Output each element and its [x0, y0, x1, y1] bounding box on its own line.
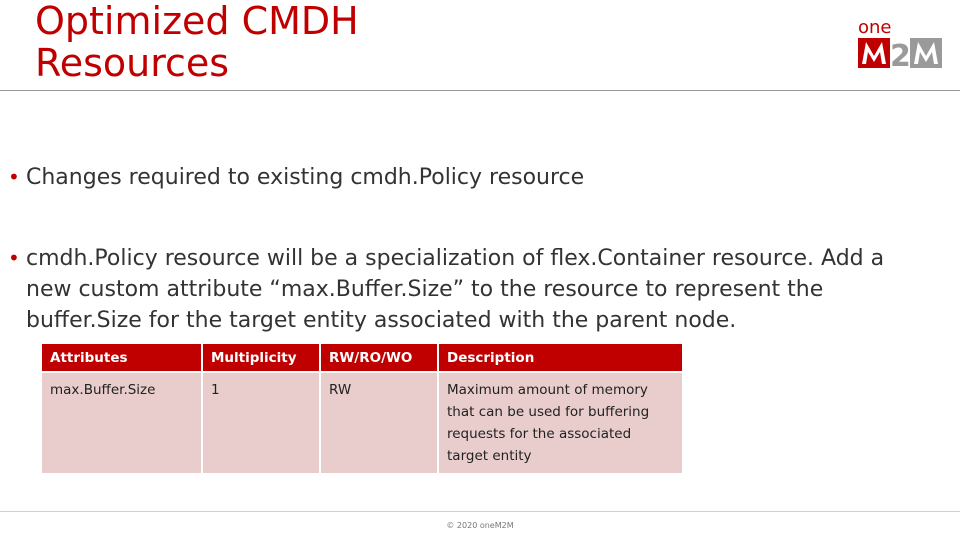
bullet-item: [8, 162, 908, 193]
title-line-2: Resources: [35, 41, 230, 85]
header-description: Description: [439, 344, 682, 371]
table-header-row: [42, 344, 682, 371]
cell-description: Maximum amount of memory that can be used for buffering requests for the associated target entity: [439, 373, 682, 473]
cell-rw: RW: [321, 373, 437, 473]
bullet-item: [8, 243, 908, 336]
attribute-table: [40, 342, 684, 475]
table-row: [42, 373, 682, 473]
bullet-icon: •: [8, 165, 20, 189]
svg-text:2: 2: [890, 39, 911, 70]
title-line-1: Optimized CMDH: [35, 0, 359, 43]
footer-copyright: © 2020 oneM2M: [446, 521, 514, 530]
header-attributes: Attributes: [42, 344, 201, 371]
bullet-text: Changes required to existing cmdh.Policy resource: [26, 165, 585, 190]
cell-attribute: max.Buffer.Size: [42, 373, 201, 473]
header-rw: RW/RO/WO: [321, 344, 437, 371]
bullet-icon: •: [8, 246, 20, 270]
onem2m-logo: [856, 16, 942, 70]
slide-title: [35, 0, 359, 84]
svg-text:one: one: [858, 17, 892, 38]
footer-divider: [0, 511, 960, 512]
title-divider: [0, 90, 960, 91]
bullet-text: cmdh.Policy resource will be a specialization of flex.Container resource. Add a new custom attribute “max.Buffer.Size” to the resource to represent the buffer.Size for the target entity associated with the parent node.: [26, 246, 885, 333]
cell-multiplicity: 1: [203, 373, 319, 473]
header-multiplicity: Multiplicity: [203, 344, 319, 371]
